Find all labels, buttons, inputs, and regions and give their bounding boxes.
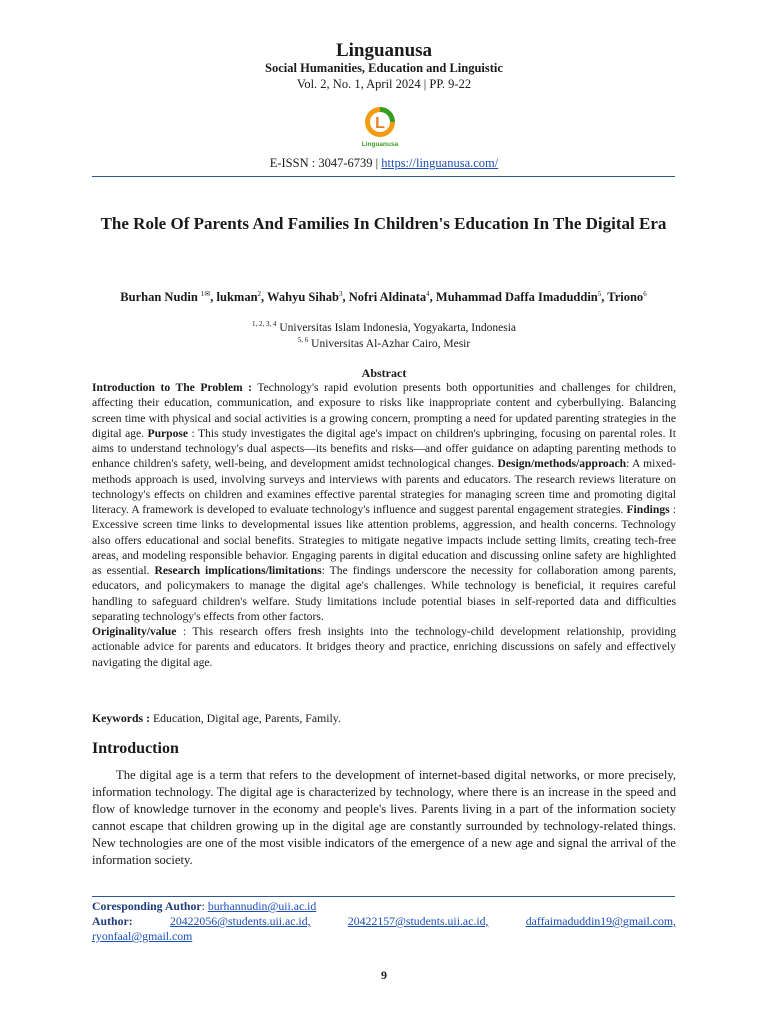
abstract-text-design: : A mixed-methods approach is used, involving surveys and interviews with parents and educators. The research reviews literature on technology's effects on children and examines effective parental strategies for managing screen time and promoting digital literacy. A framework is developed to evaluate technology's influence and suggest parental engagement strategies. [92, 457, 676, 516]
journal-logo-icon [360, 106, 400, 148]
journal-logo [360, 106, 400, 148]
abstract-text-problem: Technology's rapid evolution presents both opportunities and challenges for children, affecting their education, communication, and exposure to risks like inappropriate content and cyberbullying. Balancing screen time with physical and social activities is a growing concern, prompting a need for updated parenting strategies in the digital age. [92, 381, 676, 440]
keywords-text: Education, Digital age, Parents, Family. [150, 711, 341, 725]
corresponding-author-email[interactable]: burhannudin@uii.ac.id [207, 899, 317, 913]
author-email-2[interactable]: 20422157@students.uii.ac.id, [347, 914, 489, 928]
author-email-3[interactable]: daffaimaduddin19@gmail.com, [525, 914, 676, 928]
author-name: , Triono [601, 290, 644, 305]
corresponding-author-label: Coresponding Author [92, 899, 202, 913]
author-emails-line [92, 914, 676, 929]
journal-name: Linguanusa [335, 40, 433, 61]
introduction-heading: Introduction [92, 740, 179, 757]
author-name: , lukman [210, 290, 258, 305]
issn-text: E-ISSN : 3047-6739 | [269, 156, 382, 170]
author-affiliation-mark: 3 [338, 290, 343, 298]
journal-website-link[interactable]: https://linguanusa.com/ [381, 156, 499, 170]
author-affiliation-mark: 6 [643, 290, 647, 298]
author-affiliation-mark: 1✉ [200, 290, 211, 298]
journal-subtitle: Social Humanities, Education and Linguistic [265, 61, 503, 75]
abstract-body [92, 380, 676, 670]
introduction-paragraph: The digital age is a term that refers to the development of internet-based digital networks, or more precisely, information technology. The digital age is characterized by technology, where there is an increase in the speed and flow of knowledge turnover in the economy and people's lives. Parents living in a part of the information society cannot escape that children growing up in the digital age are constantly surrounded by technology-related things. New technologies are one of the most visible indicators of the emergence of a new age and signal the arrival of the information society. [92, 768, 676, 867]
keywords-label: Keywords : [92, 711, 150, 725]
abstract-label-implications: Research implications/limitations [154, 564, 322, 577]
logo-letter: L [375, 115, 385, 132]
abstract-label-problem: Introduction to The Problem : [92, 381, 253, 394]
author-name: , Muhammad Daffa Imaduddin [429, 290, 598, 305]
page-number: 9 [381, 968, 387, 982]
abstract-label-design: Design/methods/approach [497, 457, 627, 471]
affiliation-2: $^{5, 6}$ Universitas Al-Azhar Cairo, Mesir [297, 336, 471, 350]
header-divider [92, 176, 675, 177]
author-email-4[interactable]: ryonfaal@gmail.com [92, 929, 193, 943]
abstract-text-implications: : The findings underscore the necessity for collaboration among parents, educators, and policymakers to manage the digital age's challenges. While technology is beneficial, it requires careful handling to safeguard children's welfare. Study limitations include potential biases in self-reported data and difficulties separating technology's effects from other factors. [92, 564, 677, 623]
abstract-label-originality: Originality/value [92, 625, 177, 638]
abstract-text-purpose: : This study investigates the digital age's impact on children's upbringing, focusing on parental roles. It aims to understand technology's dual aspects—its benefits and risks—and offer guidance on adapting parenting methods to enhance children's safety, well-being, and development amidst technological changes. [92, 426, 676, 471]
abstract-label-purpose: Purpose [147, 426, 189, 440]
author-contact-footer [92, 899, 676, 944]
abstract-heading: Abstract [361, 366, 407, 380]
abstract-text-originality: : This research offers fresh insights into the technology-child development relationship, providing actionable advice for parents and educators. It bridges theory and practice, enriching discussions on safely and effectively navigating the digital age. [92, 625, 676, 669]
affiliation-1: $^{1, 2, 3, 4}$ Universitas Islam Indonesia, Yogyakarta, Indonesia [251, 320, 517, 334]
paper-title: The Role Of Parents And Families In Children's Education In The Digital Era [100, 214, 667, 233]
logo-text: Linguanusa [361, 141, 399, 148]
author-email-1[interactable]: 20422056@students.uii.ac.id, [169, 914, 311, 928]
journal-volume-line: Vol. 2, No. 1, April 2024 | PP. 9-22 [296, 77, 472, 91]
keywords [92, 711, 676, 726]
author-list [92, 286, 675, 305]
author-affiliation-mark: 2 [257, 290, 262, 298]
abstract-label-findings: Findings [626, 503, 670, 516]
author-name: , Nofri Aldinata [342, 290, 427, 305]
corresponding-author-line: Coresponding Author: burhannudin@uii.ac.id [92, 899, 317, 913]
footer-divider [92, 896, 675, 897]
abstract-text-findings: : Excessive screen time links to developmental issues like attention problems, aggression, and health concerns. Technology also offers educational and social benefits. Strategies to mitigate negative impacts include setting limits, creating tech-free areas, and modeling responsible behavior. Engaging parents in digital education and discussing online safety are highlighted as essential. [92, 503, 676, 577]
author-name: Burhan Nudin [120, 290, 201, 305]
issn-line [0, 156, 768, 171]
author-affiliation-mark: 4 [426, 290, 430, 298]
author-label: Author: [92, 914, 133, 928]
author-name: , Wahyu Sihab [261, 290, 339, 305]
author-affiliation-mark: 5 [597, 290, 602, 298]
